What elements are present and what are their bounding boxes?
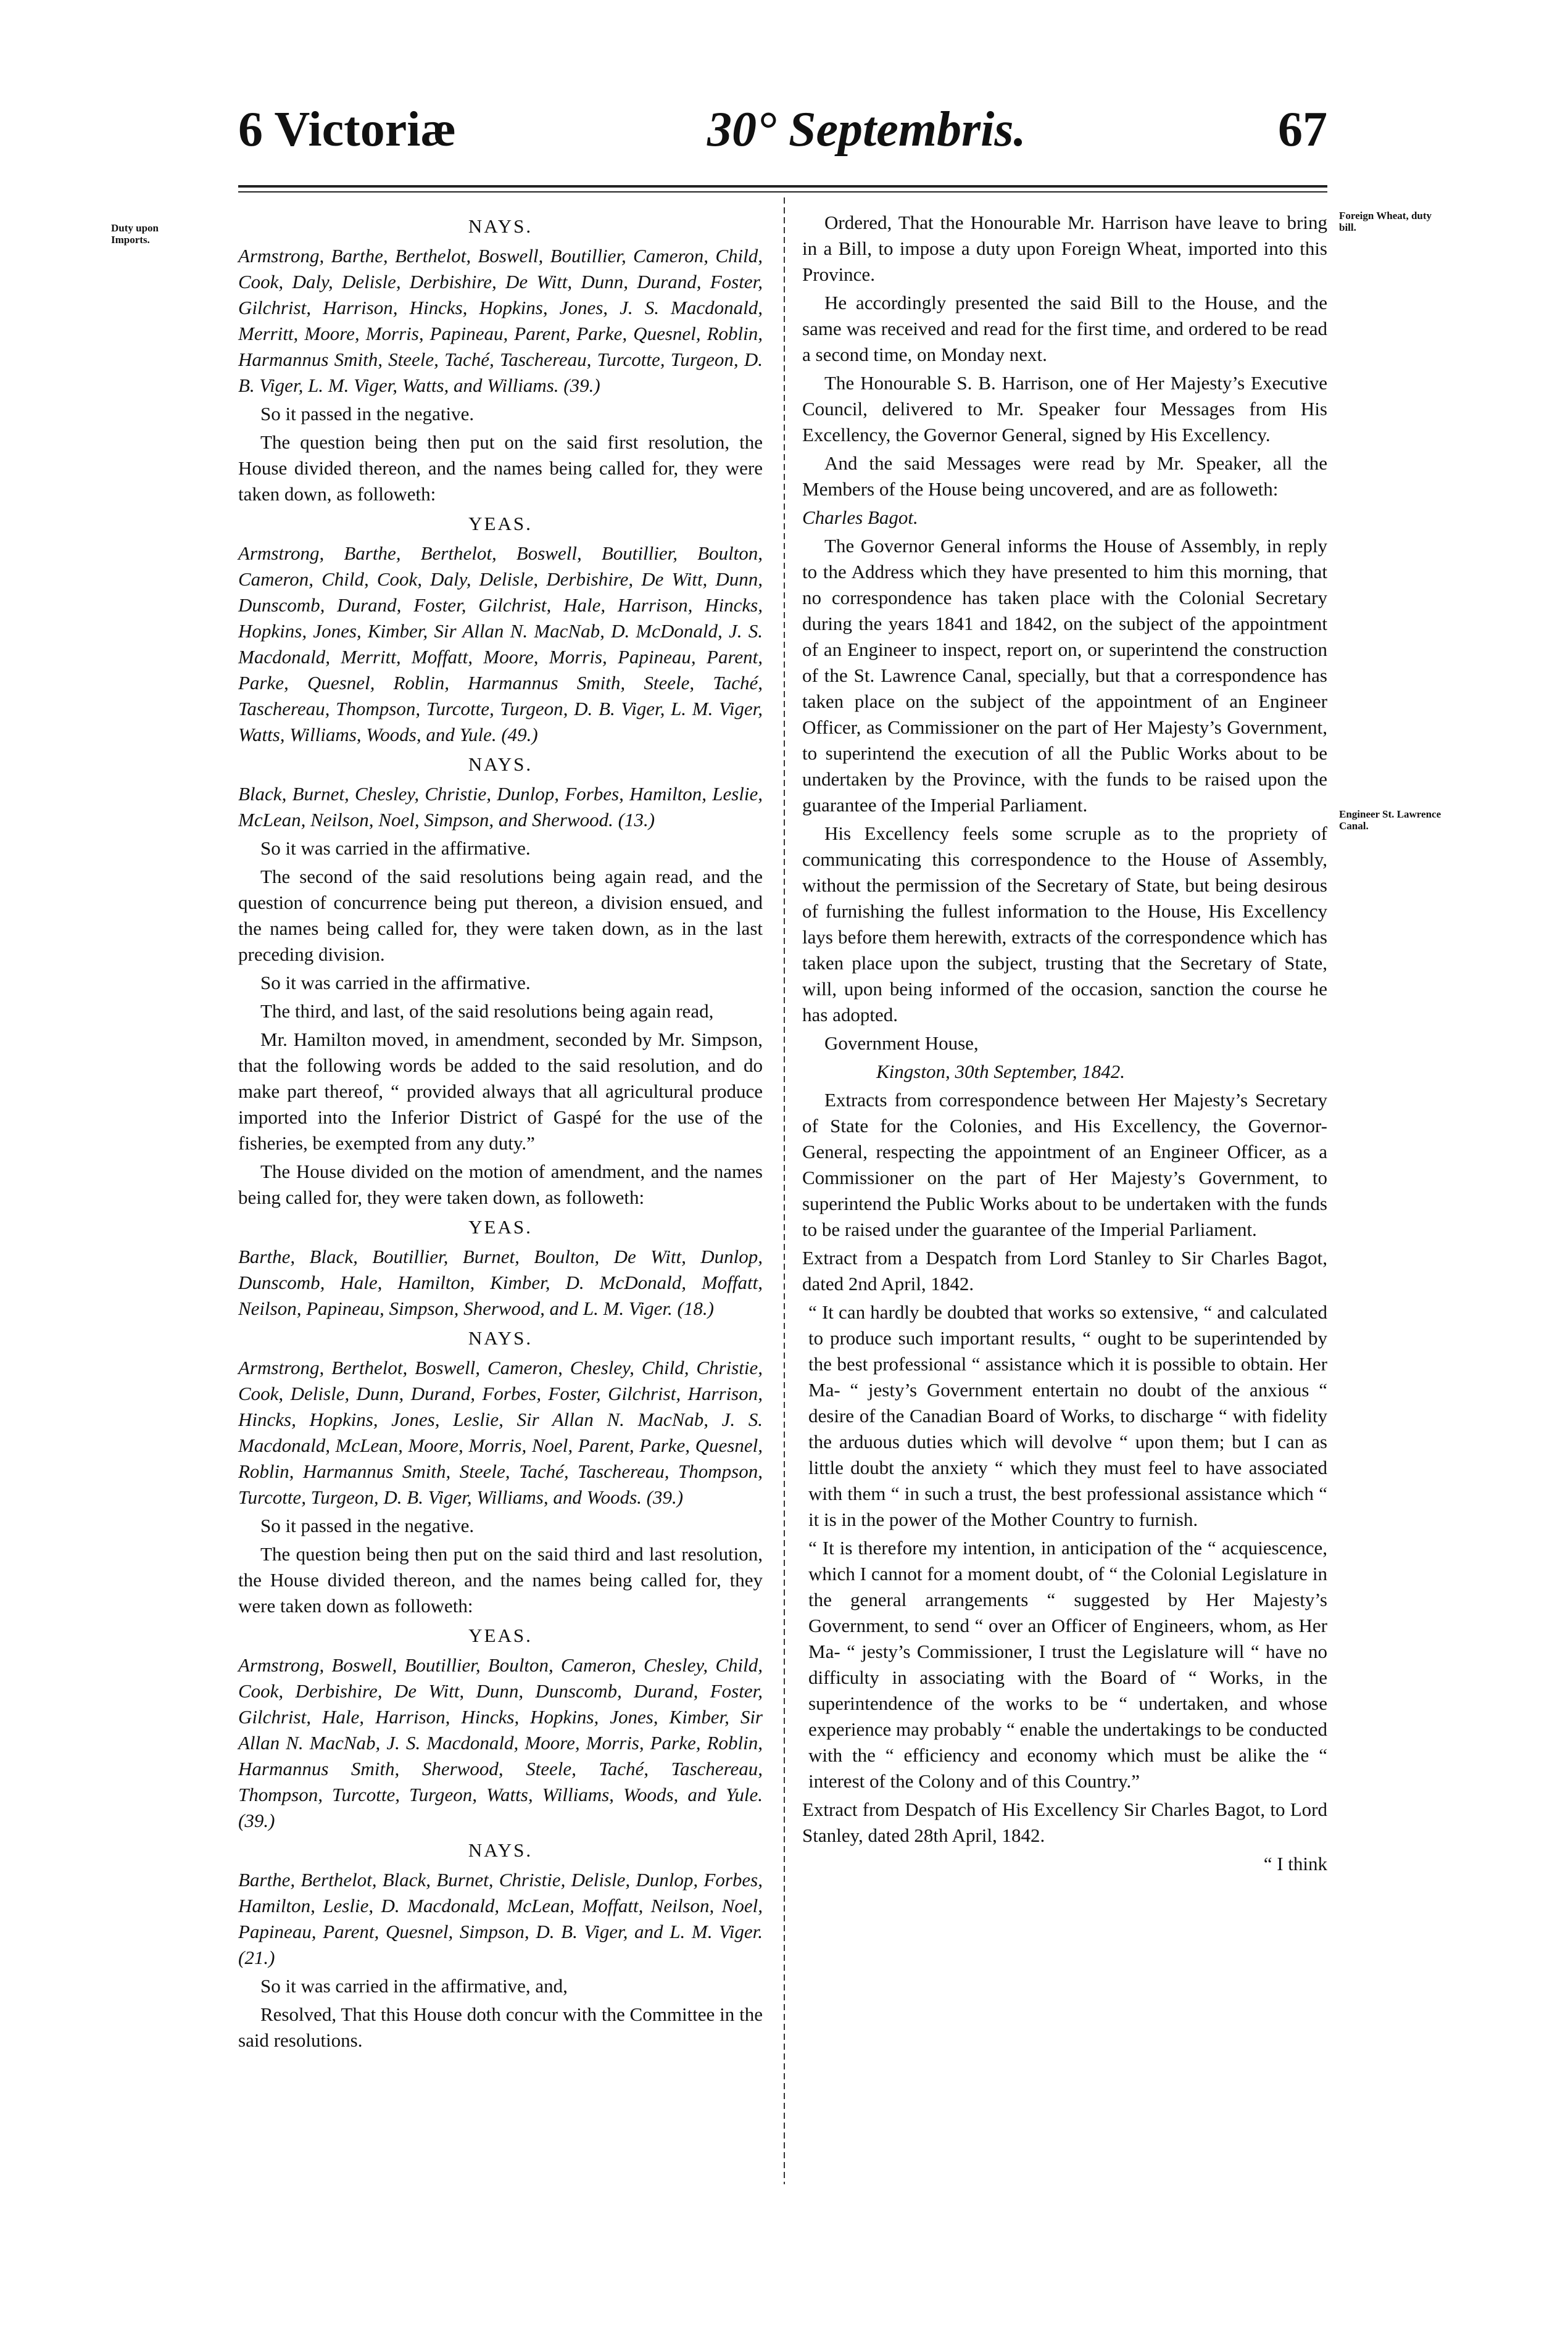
- message-place: Government House,: [824, 1032, 979, 1054]
- message-paragraph: The Governor General informs the House of Assembly, in reply to the Address which they have presented to him this morning, that no correspondence has taken place with the Colonial Secretary during the years 1841 and 1842, on the subject of the appointment of an Engineer to inspect, report on, or superintend the construction of the St. Lawrence Canal, specially, but that a correspondence has taken place on the subject of the appointment of an Engineer Officer, as Commissioner on the part of Her Majesty’s Government, to superintend the execution of all the Public Works about to be undertaken by the Province, with the funds to be raised upon the guarantee of the Imperial Parliament.: [802, 535, 1327, 816]
- extract-heading: Extract from Despatch of His Excellency Sir Charles Bagot, to Lord Stanley, dated 28th April, 1842.: [802, 1799, 1327, 1846]
- message-paragraph: His Excellency feels some scruple as to the propriety of communicating this correspondence to the House of Assembly, without the permission of the Secretary of State, but being desirous of furnishing the fullest information to the House, His Excellency lays before them herewith, extracts of the correspondence which has taken place upon the subject, trusting that the Secretary of State, will, upon being informed of the occasion, sanction the course he has adopted.: [802, 822, 1327, 1025]
- nays-heading: NAYS.: [468, 215, 533, 237]
- division-names: Barthe, Black, Boutillier, Burnet, Boulton, De Witt, Dunlop, Dunscomb, Hale, Hamilton, Kimber, D. McDonald, Moffatt, Neilson, Papineau, Simpson, Sherwood, and L. M. Viger. (18.): [238, 1246, 763, 1319]
- division-names: Armstrong, Boswell, Boutillier, Boulton, Cameron, Chesley, Child, Cook, Derbishire, De Witt, Dunn, Dunscomb, Durand, Foster, Gilchrist, Hale, Harrison, Hincks, Hopkins, Jones, Kimber, Sir Allan N. MacNab, J. S. Macdonald, Moore, Morris, Parke, Roblin, Harmannus Smith, Sherwood, Steele, Taché, Taschereau, Thompson, Turcotte, Turgeon, Watts, Williams, Woods, and Yule. (39.): [238, 1654, 763, 1831]
- amendment-motion: Mr. Hamilton moved, in amendment, seconded by Mr. Simpson, that the following words be added to the said resolution, and do make part thereof, “ provided always that all agricultural produce imported into the Inferior District of Gaspé for the use of the fisheries, be exempted from any duty.”: [238, 1029, 763, 1154]
- right-column: [802, 210, 1327, 1879]
- header-date: 30° Septembris.: [707, 102, 1026, 157]
- catchword: “ I think: [1263, 1853, 1327, 1874]
- message-date: Kingston, 30th September, 1842.: [876, 1061, 1125, 1082]
- margin-note-duty: Duty upon Imports.: [111, 222, 159, 246]
- paragraph: So it was carried in the affirmative.: [260, 837, 531, 859]
- page-number: 67: [1278, 102, 1327, 157]
- column-divider: [784, 197, 785, 2184]
- nays-heading: NAYS.: [468, 1839, 533, 1861]
- division-names: Armstrong, Berthelot, Boswell, Cameron, Chesley, Child, Christie, Cook, Delisle, Dunn, Durand, Forbes, Foster, Gilchrist, Harrison, Hincks, Hopkins, Jones, Leslie, Sir Allan N. MacNab, J. S. Macdonald, McLean, Moore, Morris, Noel, Parent, Parke, Quesnel, Roblin, Harmannus Smith, Steele, Taché, Taschereau, Thompson, Turcotte, Turgeon, D. B. Viger, Williams, and Woods. (39.): [238, 1357, 763, 1508]
- paragraph: And the said Messages were read by Mr. Speaker, all the Members of the House being uncovered, and are as followeth:: [802, 452, 1327, 500]
- division-names: Black, Burnet, Chesley, Christie, Dunlop, Forbes, Hamilton, Leslie, McLean, Neilson, Noel, Simpson, and Sherwood. (13.): [238, 783, 763, 831]
- nays-heading: NAYS.: [468, 1327, 533, 1349]
- paragraph: So it passed in the negative.: [260, 1515, 475, 1536]
- division-names: Armstrong, Barthe, Berthelot, Boswell, Boutillier, Cameron, Child, Cook, Daly, Delisle, Derbishire, De Witt, Dunn, Durand, Foster, Gilchrist, Harrison, Hincks, Hopkins, Jones, J. S. Macdonald, Merritt, Moore, Morris, Papineau, Parent, Parke, Quesnel, Roblin, Harmannus Smith, Steele, Taché, Taschereau, Turcotte, Turgeon, D. B. Viger, L. M. Viger, Watts, and Williams. (39.): [238, 245, 763, 396]
- quoted-paragraph: “ It is therefore my intention, in anticipation of the “ acquiescence, which I cannot for a moment doubt, of “ the Colonial Legislature in the general arrangements “ suggested by Her Majesty’s Government, to send “ over an Officer of Engineers, whom, as Her Ma- “ jesty’s Commissioner, I trust the Legislature will “ have no difficulty in associating with the Board of “ Works, in the superintendence of the works to be “ undertaken, and whose experience may probably “ enable the undertakings to be conducted with the “ efficiency and economy which must be alike the “ interest of the Colony and of this Country.”: [808, 1537, 1327, 1792]
- nays-heading: NAYS.: [468, 753, 533, 775]
- page-header: [238, 102, 1327, 179]
- yeas-heading: YEAS.: [468, 1625, 533, 1646]
- paragraph: So it was carried in the affirmative, and,: [260, 1975, 568, 1997]
- left-column: [238, 210, 763, 2056]
- paragraph: The question being then put on the said third and last resolution, the House divided thereon, and the names being called for, they were taken down as followeth:: [238, 1543, 763, 1617]
- margin-note-wheat: Foreign Wheat, duty bill.: [1339, 210, 1432, 233]
- message-signature: Charles Bagot.: [802, 507, 918, 528]
- paragraph: The question being then put on the said first resolution, the House divided thereon, and the names being called for, they were taken down, as followeth:: [238, 431, 763, 505]
- header-regnal-year: 6 Victoriæ: [238, 102, 457, 157]
- order-paragraph: Ordered, That the Honourable Mr. Harrison have leave to bring in a Bill, to impose a duty upon Foreign Wheat, imported into this Province.: [802, 212, 1327, 285]
- header-rule-thin: [238, 191, 1327, 193]
- paragraph: The House divided on the motion of amendment, and the names being called for, they were taken down, as followeth:: [238, 1161, 763, 1208]
- paragraph: The second of the said resolutions being again read, and the question of concurrence being put thereon, a division ensued, and the names being called for, they were taken down, as in the last preceding division.: [238, 866, 763, 965]
- resolution: Resolved, That this House doth concur with the Committee in the said resolutions.: [238, 2003, 763, 2051]
- paragraph: So it passed in the negative.: [260, 403, 475, 425]
- division-names: Armstrong, Barthe, Berthelot, Boswell, Boutillier, Boulton, Cameron, Child, Cook, Daly, Delisle, Derbishire, De Witt, Dunn, Dunscomb, Durand, Foster, Gilchrist, Hale, Harrison, Hincks, Hopkins, Jones, Kimber, Sir Allan N. MacNab, D. McDonald, J. S. Macdonald, Merritt, Moffatt, Moore, Morris, Papineau, Parent, Parke, Quesnel, Roblin, Harmannus Smith, Steele, Taché, Taschereau, Thompson, Turcotte, Turgeon, D. B. Viger, L. M. Viger, Watts, Williams, Woods, and Yule. (49.): [238, 542, 763, 745]
- division-names: Barthe, Berthelot, Black, Burnet, Christie, Delisle, Dunlop, Forbes, Hamilton, Leslie, D. Macdonald, McLean, Moffatt, Neilson, Noel, Papineau, Parent, Quesnel, Simpson, D. B. Viger, and L. M. Viger. (21.): [238, 1869, 763, 1968]
- extract-heading: Extract from a Despatch from Lord Stanley to Sir Charles Bagot, dated 2nd April, 1842.: [802, 1247, 1327, 1294]
- paragraph: He accordingly presented the said Bill to the House, and the same was received and read for the first time, and ordered to be read a second time, on Monday next.: [802, 292, 1327, 365]
- margin-note-canal: Engineer St. Lawrence Canal.: [1339, 808, 1441, 832]
- paragraph: The Honourable S. B. Harrison, one of Her Majesty’s Executive Council, delivered to Mr. Speaker four Messages from His Excellency, the Governor General, signed by His Excellency.: [802, 372, 1327, 445]
- extracts-intro: Extracts from correspondence between Her Majesty’s Secretary of State for the Colonies, and His Excellency, the Governor-General, respecting the appointment of an Engineer Officer, as a Commissioner on the part of Her Majesty’s Government, to superintend the Public Works about to be undertaken with the funds to be raised under the guarantee of the Imperial Parliament.: [802, 1089, 1327, 1240]
- paragraph: The third, and last, of the said resolutions being again read,: [260, 1000, 714, 1022]
- yeas-heading: YEAS.: [468, 513, 533, 534]
- paragraph: So it was carried in the affirmative.: [260, 972, 531, 993]
- yeas-heading: YEAS.: [468, 1216, 533, 1238]
- quoted-paragraph: “ It can hardly be doubted that works so extensive, “ and calculated to produce such important results, “ ought to be superintended by the best professional “ assistance which it is possible to obtain. Her Ma- “ jesty’s Government entertain no doubt of the anxious “ desire of the Canadian Board of Works, to discharge “ with fidelity the arduous duties which will devolve “ upon them; but I can as little doubt the anxiety “ which they must feel to have associated with them “ in such a trust, the best professional assistance which “ it is in the power of the Mother Country to furnish.: [808, 1301, 1327, 1530]
- header-rule-thick: [238, 185, 1327, 188]
